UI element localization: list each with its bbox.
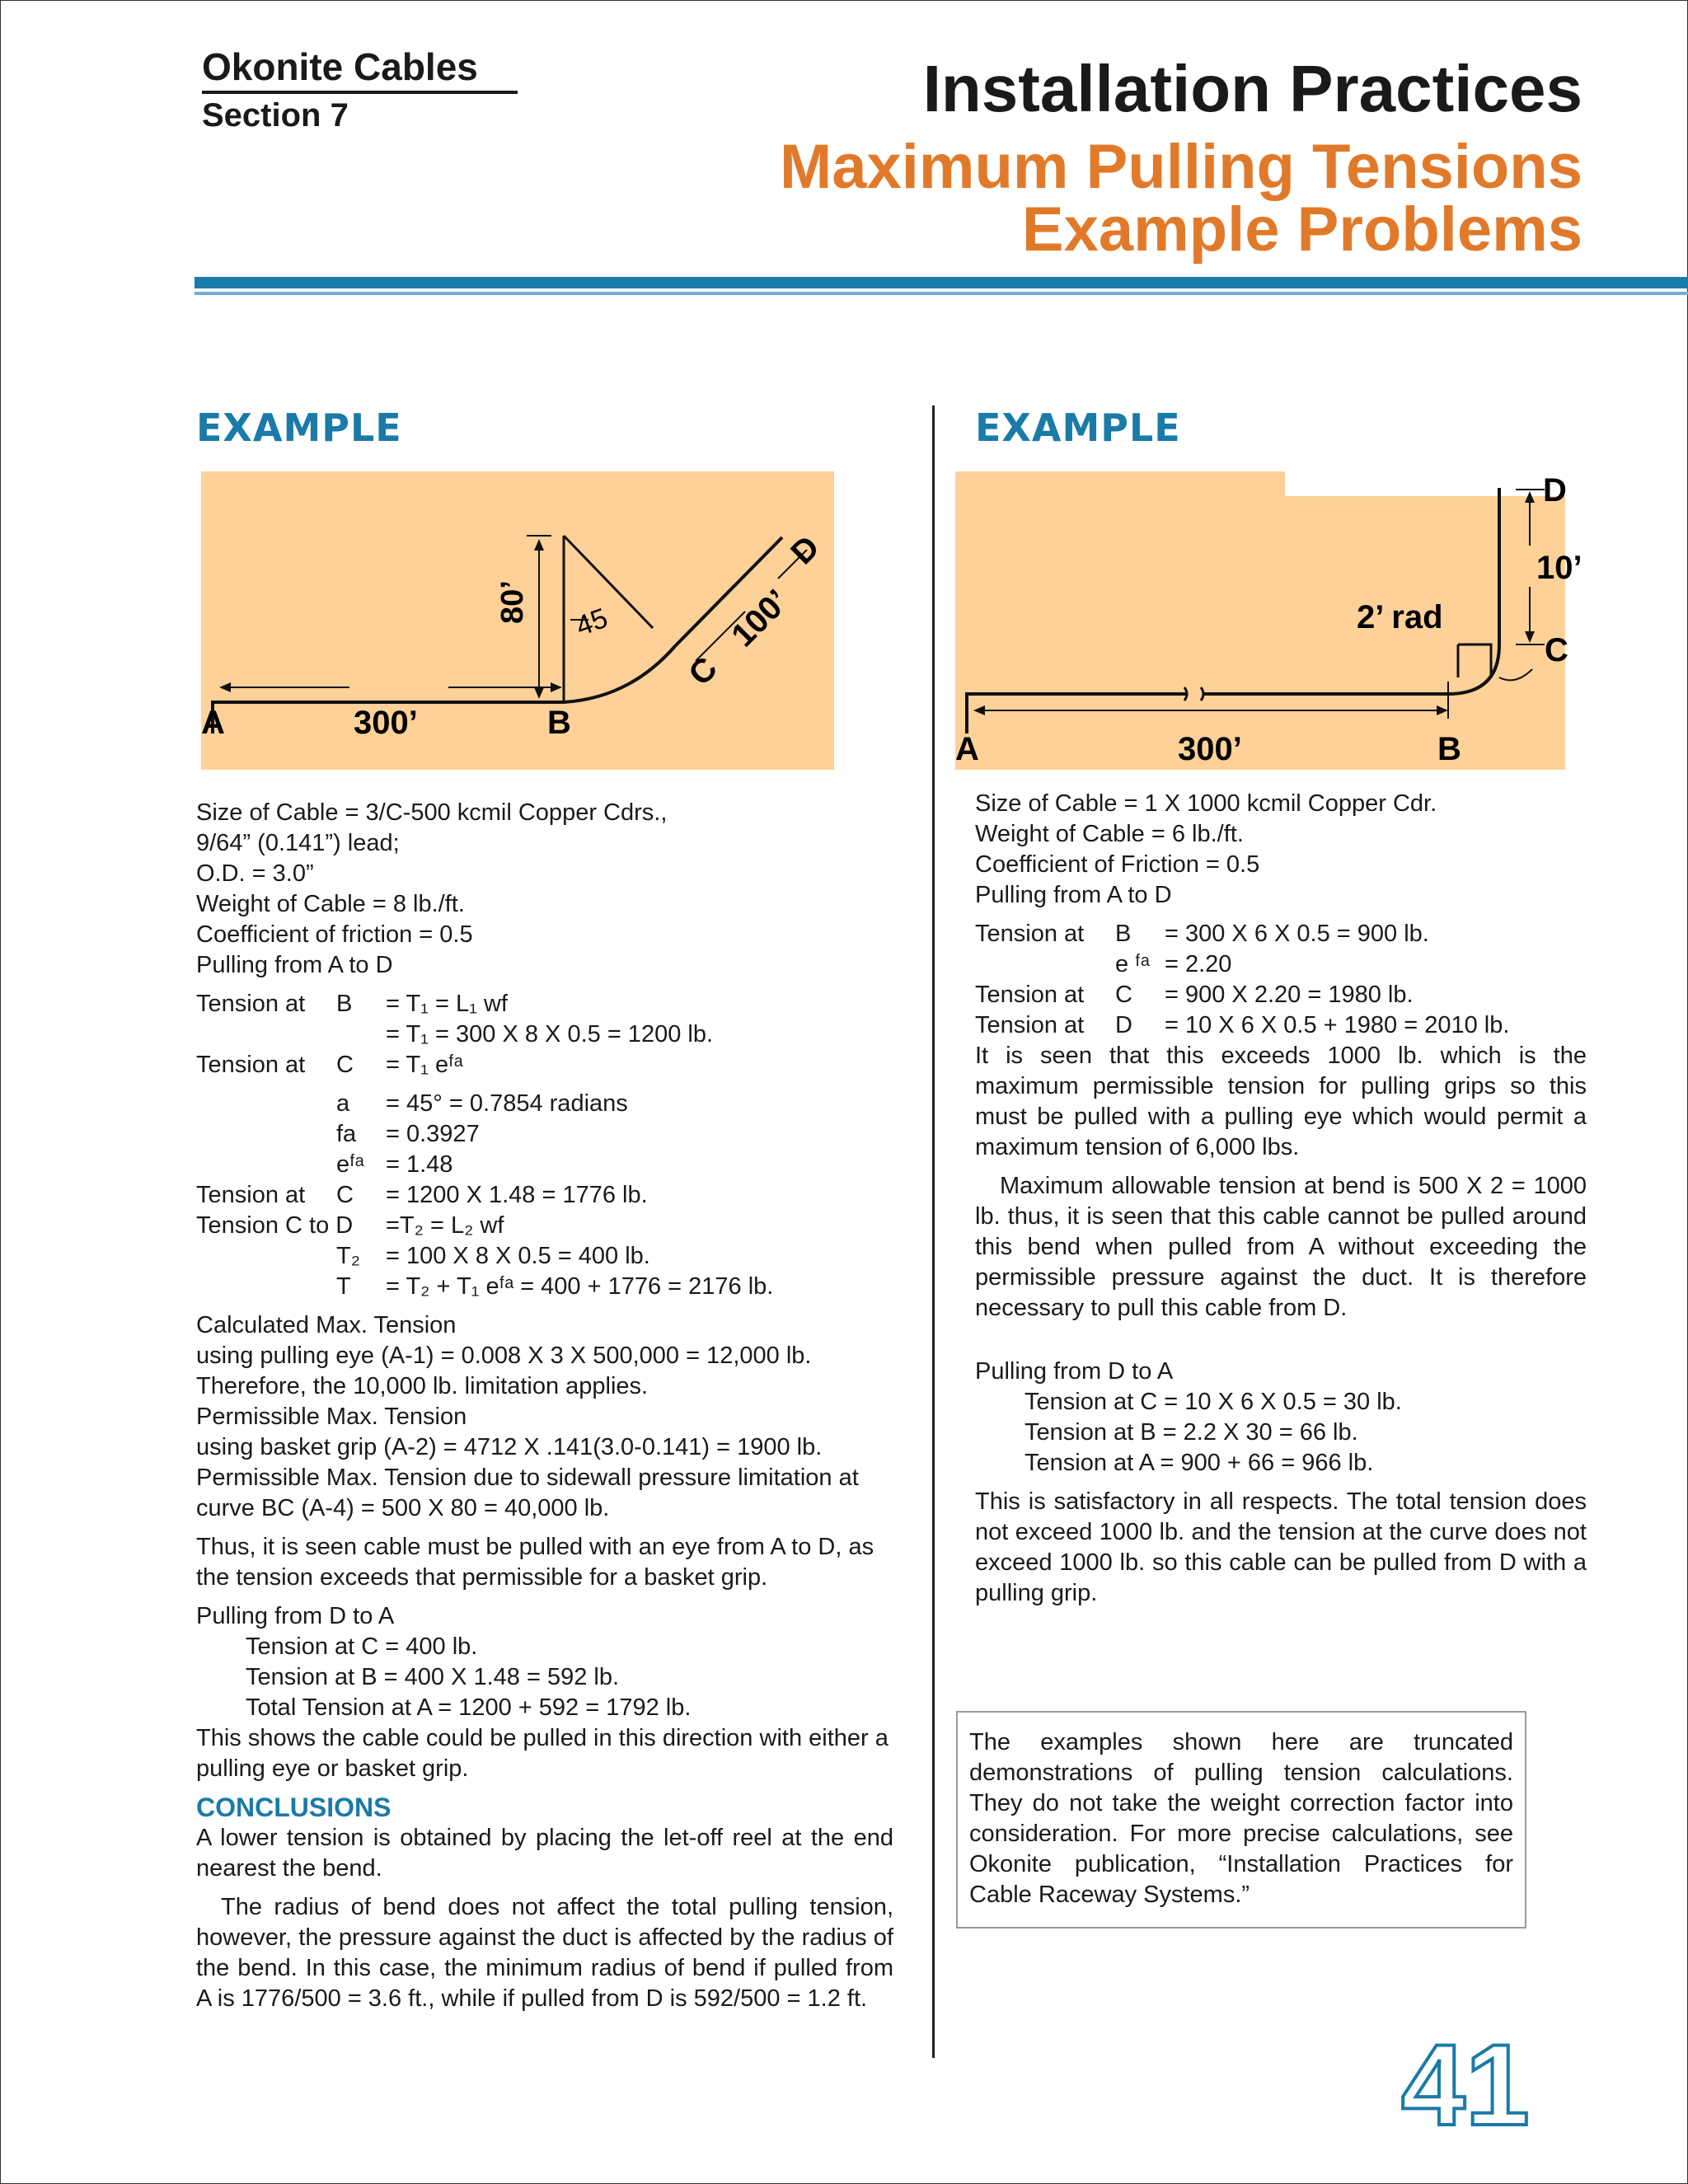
left-spec-line: 9/64” (0.141”) lead; — [196, 830, 400, 856]
right-diagram-label-d: D — [1543, 472, 1567, 509]
left-pull-heading: Pulling from D to A — [196, 1603, 395, 1629]
right-pull-line: Tension at C = 10 X 6 X 0.5 = 30 lb. — [1025, 1389, 1402, 1415]
left-calc-row: T₂ = 100 X 8 X 0.5 = 400 lb. — [336, 1243, 650, 1269]
left-max-line: using basket grip (A-2) = 4712 X .141(3.0-0.141) = 1900 lb. — [196, 1434, 823, 1460]
left-shows-paragraph: This shows the cable could be pulled in this direction with either a pulling eye or basket grip. — [196, 1725, 889, 1782]
right-pull-line: Tension at B = 2.2 X 30 = 66 lb. — [1025, 1419, 1358, 1446]
header-rule-thick — [195, 277, 1688, 288]
left-diagram-len-cd: 100’ — [724, 583, 796, 654]
right-calc-row: Tension at B = 300 X 6 X 0.5 = 900 lb. — [975, 921, 1429, 947]
left-spec-line: Pulling from A to D — [196, 952, 393, 978]
section-label: Section 7 — [202, 97, 349, 134]
left-max-line: curve BC (A-4) = 500 X 80 = 40,000 lb. — [196, 1495, 610, 1521]
page-number — [1401, 2036, 1550, 2135]
left-calc-row: a = 45° = 0.7854 radians — [336, 1090, 628, 1117]
conclusions-heading: CONCLUSIONS — [196, 1793, 392, 1822]
left-diagram-len-ab: 300’ — [354, 705, 418, 741]
left-calc-row: Tension at C = 1200 X 1.48 = 1776 lb. — [196, 1182, 648, 1208]
left-pull-line: Tension at B = 400 X 1.48 = 592 lb. — [246, 1664, 620, 1690]
page-title: Installation Practices — [922, 52, 1582, 125]
page-number-text: 41 — [1401, 2036, 1530, 2135]
right-spec-line: Weight of Cable = 6 lb./ft. — [975, 821, 1244, 847]
left-max-line: using pulling eye (A-1) = 0.008 X 3 X 500,000 = 12,000 lb. — [196, 1343, 812, 1369]
right-satisfactory-paragraph: This is satisfactory in all respects. The total tension does not exceed 1000 lb. and the tension at the curve does not exceed 1000 lb. so this cable can be pulled from D with a pulling grip. — [975, 1488, 1587, 1606]
note-text: The examples shown here are truncated demonstrations of pulling tension calculations. They do not take the weight correction factor into consideration. For more precise calculations, see Okonite publication, “Installation Practices for Cable Raceway Systems.” — [969, 1729, 1513, 1908]
right-spec-line: Size of Cable = 1 X 1000 kcmil Copper Cdr. — [975, 790, 1437, 817]
right-pull-line: Tension at A = 900 + 66 = 966 lb. — [1025, 1450, 1374, 1476]
header-rule-thin — [195, 292, 1688, 295]
right-diagram-radius: 2’ rad — [1357, 599, 1443, 635]
left-pull-line: Tension at C = 400 lb. — [246, 1633, 478, 1660]
left-thus-paragraph: Thus, it is seen cable must be pulled with an eye from A to D, as the tension exceeds that permissible for a basket grip. — [196, 1534, 874, 1591]
right-spec-line: Pulling from A to D — [975, 882, 1172, 908]
left-diagram-label-b: B — [547, 705, 571, 741]
left-calc-row: = T₁ = 300 X 8 X 0.5 = 1200 lb. — [386, 1021, 714, 1047]
left-text-column — [196, 798, 893, 2014]
column-divider — [932, 405, 935, 2058]
left-max-line: Therefore, the 10,000 lb. limitation applies. — [196, 1373, 649, 1399]
right-calc-row: e ᶠᵃ = 2.20 — [1115, 951, 1232, 977]
left-diagram-label-c: C — [682, 649, 724, 693]
left-calc-row: eᶠᵃ = 1.48 — [336, 1151, 453, 1178]
right-diagram — [955, 471, 1588, 770]
left-spec-line: Weight of Cable = 8 lb./ft. — [196, 891, 465, 917]
left-diagram-label-a: A — [201, 705, 225, 741]
right-maxbend-paragraph: Maximum allowable tension at bend is 500 X 2 = 1000 lb. thus, it is seen that this cable cannot be pulled around this bend when pulled from A without exceeding the permissible pressure against the duct. It is therefore necessary to pull this cable from D. — [975, 1173, 1587, 1321]
right-diagram-label-a: A — [955, 731, 979, 767]
conclusion-paragraph-2: The radius of bend does not affect the total pulling tension, however, the pressure against the duct is affected by the radius of the bend. In this case, the minimum radius of bend if pulled from A is 1776/500 = 3.6 ft., while if pulled from D is 592/500 = 1.2 ft. — [196, 1894, 893, 2012]
right-diagram-len-ab: 300’ — [1178, 731, 1242, 767]
left-max-line: Permissible Max. Tension — [196, 1404, 467, 1430]
right-diagram-label-b: B — [1437, 731, 1461, 767]
left-diagram-angle: 45 — [571, 602, 612, 643]
left-calc-row: fa = 0.3927 — [336, 1121, 480, 1147]
left-spec-line: O.D. = 3.0” — [196, 860, 314, 887]
left-calc-row: Tension at C = T₁ eᶠᵃ — [196, 1052, 463, 1078]
page-subtitle: Maximum Pulling Tensions Example Problems — [779, 132, 1582, 265]
left-calc-row: Tension at B = T₁ = L₁ wf — [196, 991, 508, 1017]
left-diagram — [201, 471, 834, 770]
right-diagram-len-cd: 10’ — [1536, 550, 1582, 586]
brand-name: Okonite Cables — [202, 46, 478, 88]
right-example-heading: EXAMPLE — [975, 405, 1181, 450]
note-box — [956, 1711, 1526, 1929]
left-example-heading: EXAMPLE — [196, 405, 402, 450]
left-diagram-label-d: D — [784, 528, 827, 572]
left-calc-row: Tension C to D =T₂ = L₂ wf — [196, 1212, 504, 1239]
left-max-line: Calculated Max. Tension — [196, 1312, 457, 1338]
right-calc-row: Tension at D = 10 X 6 X 0.5 + 1980 = 2010 lb. — [975, 1012, 1510, 1038]
left-spec-line: Size of Cable = 3/C-500 kcmil Copper Cdrs., — [196, 799, 668, 826]
left-spec-line: Coefficient of friction = 0.5 — [196, 921, 473, 948]
right-spec-line: Coefficient of Friction = 0.5 — [975, 851, 1260, 878]
left-calc-row: T = T₂ + T₁ eᶠᵃ = 400 + 1776 = 2176 lb. — [336, 1273, 774, 1300]
left-max-line: Permissible Max. Tension due to sidewall pressure limitation at — [196, 1465, 859, 1491]
right-diagram-label-c: C — [1545, 632, 1568, 668]
right-pull-heading: Pulling from D to A — [975, 1358, 1174, 1385]
right-text-column — [975, 789, 1587, 1609]
right-calc-row: Tension at C = 900 X 2.20 = 1980 lb. — [975, 982, 1414, 1008]
right-seen-paragraph: It is seen that this exceeds 1000 lb. which is the maximum permissible tension for pulling grips so this must be pulled with a pulling eye which would permit a maximum tension of 6,000 lbs. — [975, 1043, 1587, 1160]
conclusion-paragraph-1: A lower tension is obtained by placing the let-off reel at the end nearest the bend. — [196, 1825, 893, 1882]
left-diagram-len-80: 80’ — [495, 580, 530, 624]
left-pull-line: Total Tension at A = 1200 + 592 = 1792 lb. — [246, 1694, 692, 1721]
brand-underline — [202, 91, 518, 94]
